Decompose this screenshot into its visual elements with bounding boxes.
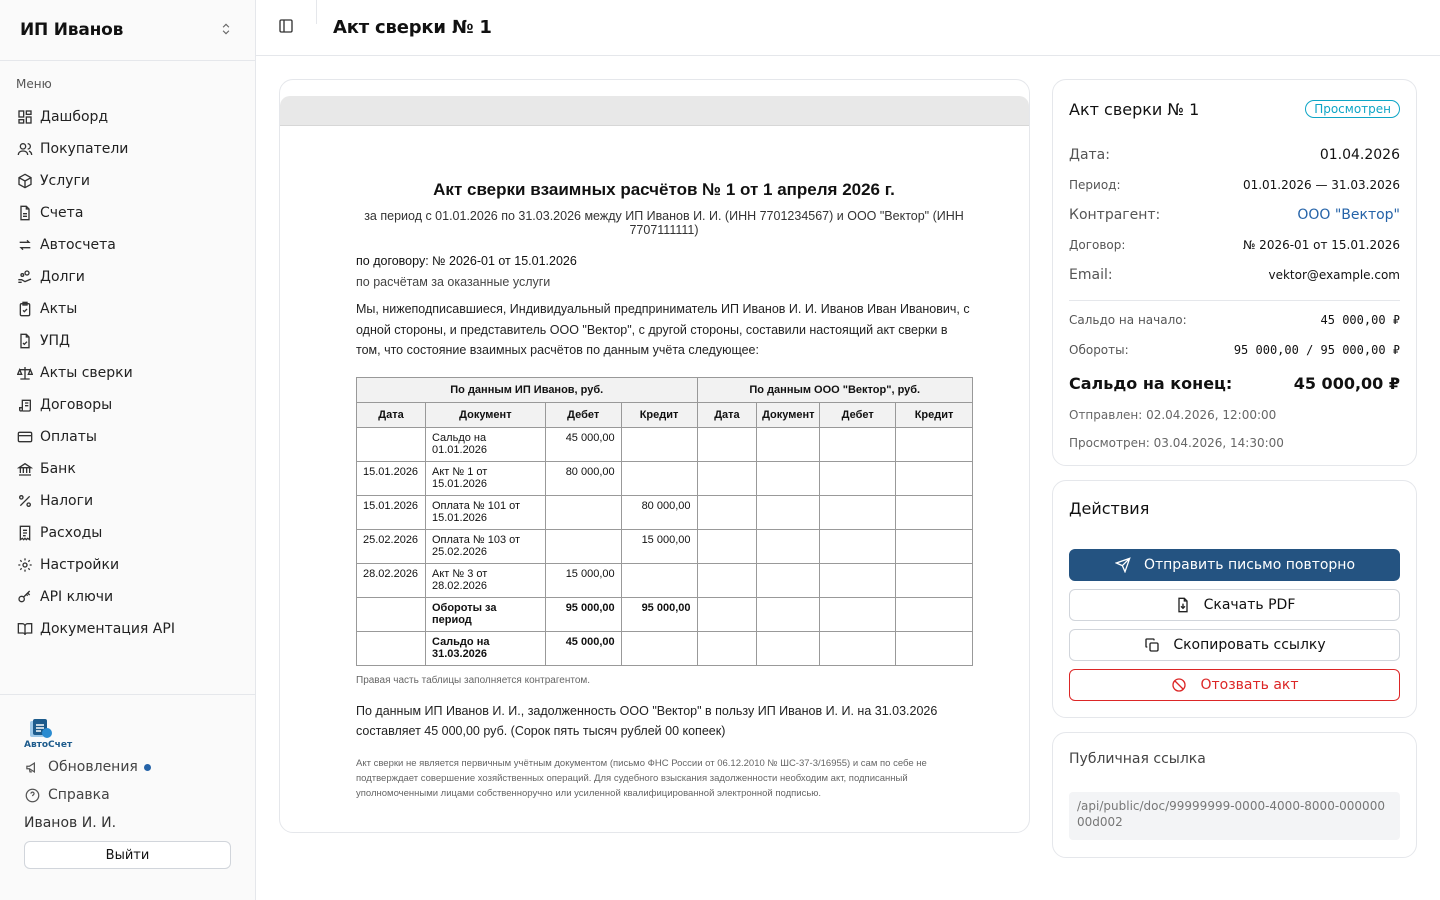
help-link[interactable] (24, 781, 231, 809)
updates-label: Обновления (48, 759, 138, 775)
cell-debit: 15 000,00 (545, 563, 621, 597)
info-row-contract (1069, 230, 1400, 260)
sidebar-item-reconciliation[interactable] (0, 357, 255, 389)
sidebar-item-label: УПД (40, 333, 70, 349)
info-row-date (1069, 140, 1400, 170)
sidebar-item-contracts[interactable] (0, 389, 255, 421)
megaphone-icon (24, 759, 40, 775)
closing-value: 45 000,00 ₽ (1293, 373, 1400, 393)
table-row (357, 461, 973, 495)
table-header: Документ (425, 402, 545, 427)
table-header: Дата (357, 402, 426, 427)
book-icon (16, 620, 34, 638)
receipt-icon (16, 524, 34, 542)
revoke-act-button[interactable] (1069, 669, 1400, 701)
logo-icon (24, 717, 54, 739)
sidebar-item-expenses[interactable] (0, 517, 255, 549)
document-subject: по расчётам за оказанные услуги (356, 275, 551, 289)
cell-date: 25.02.2026 (357, 529, 426, 563)
help-label: Справка (48, 787, 110, 803)
cell-debit (545, 529, 621, 563)
header-divider (316, 0, 317, 24)
document-period: за период с 01.01.2026 по 31.03.2026 между ИП Иванов И. И. (ИНН 7701234567) и ООО "Вектор" (ИНН 7707111111) (364, 209, 964, 237)
updates-link[interactable] (24, 753, 231, 781)
sidebar-item-auto-invoices[interactable] (0, 229, 255, 261)
info-value: 01.04.2026 (1319, 147, 1400, 163)
public-link-url[interactable]: /api/public/doc/99999999-0000-4000-8000-00000000d002 (1069, 792, 1400, 840)
cell-date (357, 427, 426, 461)
sidebar-item-label: Долги (40, 269, 85, 285)
cell-credit (621, 631, 697, 665)
sidebar-toggle[interactable] (256, 0, 316, 56)
updates-dot (144, 764, 151, 771)
hand-coins-icon (16, 268, 34, 286)
sidebar-item-payments[interactable] (0, 421, 255, 453)
sidebar-item-label: Налоги (40, 493, 94, 509)
sidebar-item-label: Настройки (40, 557, 120, 573)
copy-link-button[interactable] (1069, 629, 1400, 661)
cell-date: 15.01.2026 (357, 461, 426, 495)
info-value: № 2026-01 от 15.01.2026 (1242, 238, 1400, 252)
cell-date (357, 597, 426, 631)
table-row (357, 563, 973, 597)
info-label: Договор: (1069, 238, 1126, 252)
sidebar-item-taxes[interactable] (0, 485, 255, 517)
cell-debit: 80 000,00 (545, 461, 621, 495)
viewed-at: Просмотрен: 03.04.2026, 14:30:00 (1069, 436, 1284, 450)
clipboard-check-icon (16, 300, 34, 318)
credit-card-icon (16, 428, 34, 446)
table-row-closing-balance (357, 631, 973, 665)
public-link-title: Публичная ссылка (1069, 751, 1206, 767)
table-header: Документ (757, 402, 820, 427)
percent-icon (16, 492, 34, 510)
sidebar-item-label: Расходы (40, 525, 103, 541)
reconciliation-table (356, 377, 973, 666)
sent-at: Отправлен: 02.04.2026, 12:00:00 (1069, 408, 1277, 422)
app-logo (24, 717, 231, 753)
sidebar-item-settings[interactable] (0, 549, 255, 581)
sidebar-item-label: Акты (40, 301, 78, 317)
info-row-period (1069, 170, 1400, 200)
button-label: Скачать PDF (1203, 597, 1296, 613)
table-group-right: По данным ООО "Вектор", руб. (697, 377, 973, 402)
cell-date: 28.02.2026 (357, 563, 426, 597)
menu-title: Меню (16, 77, 52, 91)
sidebar-item-label: Услуги (40, 173, 90, 189)
sidebar-item-label: Автосчета (40, 237, 116, 253)
table-header: Кредит (621, 402, 697, 427)
users-icon (16, 140, 34, 158)
cell-doc: Сальдо на 31.03.2026 (425, 631, 545, 665)
sidebar-item-label: Акты сверки (40, 365, 133, 381)
table-row-turnover (357, 597, 973, 631)
sidebar-item-debts[interactable] (0, 261, 255, 293)
info-label: Контрагент: (1069, 207, 1161, 223)
logo-text: АвтоСчет (24, 740, 73, 750)
cell-doc: Сальдо на 01.01.2026 (425, 427, 545, 461)
sidebar (0, 0, 256, 900)
info-value: 45 000,00 ₽ (1320, 313, 1400, 327)
table-row (357, 495, 973, 529)
info-row-opening (1069, 305, 1400, 335)
box-icon (16, 172, 34, 190)
cell-credit: 95 000,00 (621, 597, 697, 631)
sidebar-item-acts[interactable] (0, 293, 255, 325)
sidebar-item-label: Дашборд (40, 109, 109, 125)
info-label: Обороты: (1069, 343, 1129, 357)
cell-credit (621, 427, 697, 461)
info-label: Дата: (1069, 147, 1110, 163)
divider (1069, 300, 1400, 301)
table-header: Кредит (896, 402, 973, 427)
sidebar-footer (0, 694, 255, 900)
document-toolbar (280, 96, 1029, 126)
page-header (256, 0, 1440, 56)
sidebar-item-label: API ключи (40, 589, 114, 605)
actions-title: Действия (1069, 499, 1150, 518)
gear-icon (16, 556, 34, 574)
repeat-icon (16, 236, 34, 254)
document-body (356, 180, 972, 801)
help-circle-icon (24, 787, 40, 803)
cell-doc: Оплата № 101 от 15.01.2026 (425, 495, 545, 529)
document-legal-note: Акт сверки не является первичным учётным документом (письмо ФНС России от 06.12.2010 № ШС-37-3/16955) и сам по себе не подтверждает совершение хозяйственных операций. Для судебного взыскания задолженности необходим акт, подписанный уполномоченными лицами собственноручно или усиленной квалифицированной электронной подписью. (356, 757, 927, 799)
act-info-panel (1052, 79, 1417, 466)
bank-icon (16, 460, 34, 478)
public-link-panel (1052, 732, 1417, 858)
info-label: Email: (1069, 267, 1113, 283)
closing-label: Сальдо на конец: (1069, 373, 1233, 393)
cell-credit (621, 563, 697, 597)
send-icon (1114, 556, 1132, 574)
sidebar-item-api-docs[interactable] (0, 613, 255, 645)
info-title: Акт сверки № 1 (1069, 99, 1200, 119)
info-row-email (1069, 260, 1400, 290)
table-group-left: По данным ИП Иванов, руб. (357, 377, 698, 402)
sidebar-item-services[interactable] (0, 165, 255, 197)
dashboard-icon (16, 108, 34, 126)
file-icon (16, 204, 34, 222)
counterparty-link[interactable]: ООО "Вектор" (1297, 207, 1400, 223)
cell-credit (621, 461, 697, 495)
logout-button[interactable]: Выйти (24, 841, 231, 869)
cell-credit: 15 000,00 (621, 529, 697, 563)
info-row-closing (1069, 365, 1400, 401)
sidebar-item-customers[interactable] (0, 133, 255, 165)
info-row-turnover (1069, 335, 1400, 365)
table-note: Правая часть таблицы заполняется контрагентом. (356, 674, 591, 686)
sidebar-menu (0, 101, 255, 645)
document-contract: по договору: № 2026-01 от 15.01.2026 (356, 254, 577, 268)
button-label: Скопировать ссылку (1173, 637, 1326, 653)
info-label: Период: (1069, 178, 1121, 192)
document-conclusion: По данным ИП Иванов И. И., задолженность ООО "Вектор" в пользу ИП Иванов И. И. на 31.03.2026 составляет 45 000,00 руб. (Сорок пять тысяч рублей 00 копеек) (356, 703, 938, 738)
table-row (357, 427, 973, 461)
table-header: Дебет (545, 402, 621, 427)
actions-panel (1052, 480, 1417, 718)
user-name: Иванов И. И. (24, 815, 117, 831)
cell-doc: Акт № 3 от 28.02.2026 (425, 563, 545, 597)
status-badge: Просмотрен (1305, 100, 1400, 118)
sidebar-item-label: Счета (40, 205, 84, 221)
cell-date (357, 631, 426, 665)
download-pdf-button[interactable] (1069, 589, 1400, 621)
key-icon (16, 588, 34, 606)
cell-doc: Оплата № 103 от 25.02.2026 (425, 529, 545, 563)
sidebar-item-dashboard[interactable] (0, 101, 255, 133)
sidebar-item-invoices[interactable] (0, 197, 255, 229)
file-check-icon (16, 332, 34, 350)
table-row (357, 529, 973, 563)
copy-icon (1143, 636, 1161, 654)
cell-debit: 45 000,00 (545, 427, 621, 461)
resend-email-button[interactable] (1069, 549, 1400, 581)
info-value: 01.01.2026 — 31.03.2026 (1242, 178, 1400, 192)
document-title: Акт сверки взаимных расчётов № 1 от 1 апреля 2026 г. (433, 180, 895, 199)
sidebar-item-label: Договоры (40, 397, 113, 413)
button-label: Отправить письмо повторно (1143, 557, 1356, 573)
cell-doc: Обороты за период (425, 597, 545, 631)
ban-icon (1170, 676, 1188, 694)
sidebar-item-label: Документация API (40, 621, 175, 637)
cell-debit (545, 495, 621, 529)
sidebar-item-upd[interactable] (0, 325, 255, 357)
cell-debit: 95 000,00 (545, 597, 621, 631)
org-switcher[interactable] (0, 0, 255, 61)
info-row-counterparty (1069, 200, 1400, 230)
cell-date: 15.01.2026 (357, 495, 426, 529)
table-header: Дебет (820, 402, 896, 427)
sidebar-item-label: Банк (40, 461, 76, 477)
info-label: Сальдо на начало: (1069, 313, 1187, 327)
cell-doc: Акт № 1 от 15.01.2026 (425, 461, 545, 495)
sidebar-item-bank[interactable] (0, 453, 255, 485)
cell-debit: 45 000,00 (545, 631, 621, 665)
info-value: 95 000,00 / 95 000,00 ₽ (1233, 343, 1400, 357)
cell-credit: 80 000,00 (621, 495, 697, 529)
document-preview (279, 79, 1030, 833)
scroll-icon (16, 396, 34, 414)
table-header: Дата (697, 402, 757, 427)
chevrons-up-down-icon (219, 21, 233, 40)
info-value: vektor@example.com (1268, 268, 1400, 282)
button-label: Отозвать акт (1200, 677, 1299, 693)
page-title: Акт сверки № 1 (333, 17, 492, 38)
sidebar-item-label: Покупатели (40, 141, 129, 157)
file-download-icon (1174, 596, 1192, 614)
sidebar-item-api-keys[interactable] (0, 581, 255, 613)
org-name: ИП Иванов (20, 20, 124, 40)
panel-left-icon (278, 18, 294, 38)
scale-icon (16, 364, 34, 382)
document-intro: Мы, нижеподписавшиеся, Индивидуальный предприниматель ИП Иванов И. И. Иванов Иван Иванович, с одной стороны, и представитель ООО "Вектор", с другой стороны, составили настоящий акт сверки в том, что состояние взаимных расчётов по данным учёта следующее: (356, 302, 970, 357)
sidebar-item-label: Оплаты (40, 429, 97, 445)
